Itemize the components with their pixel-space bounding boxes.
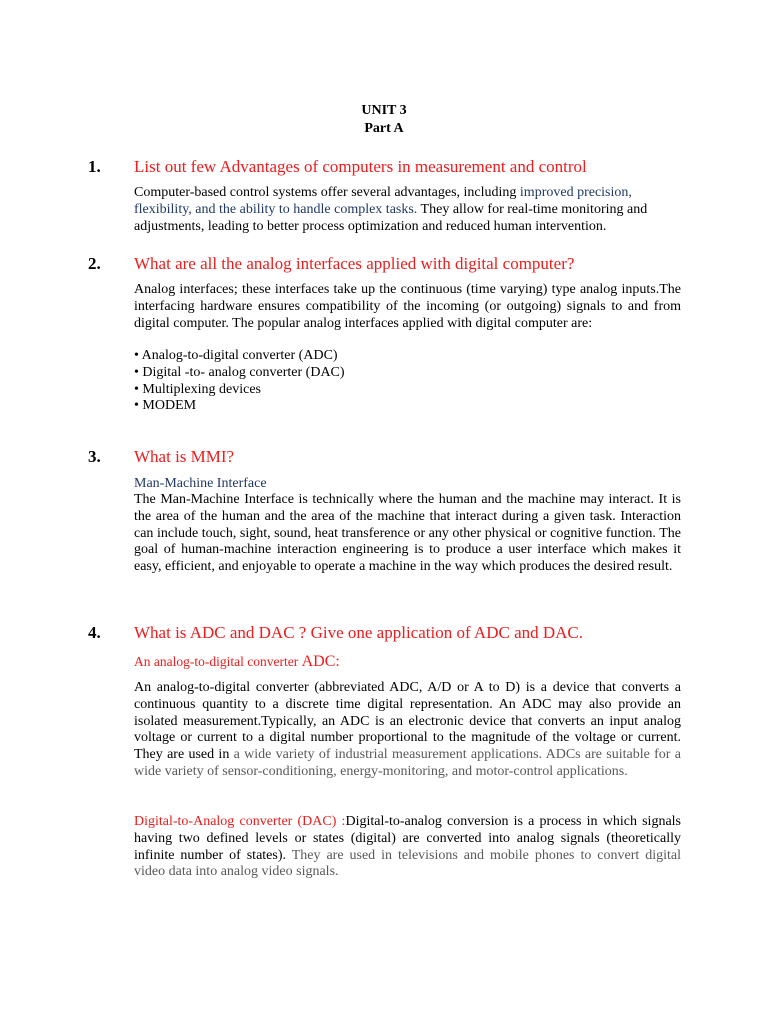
question-2-number: 2.: [88, 254, 101, 273]
list-item: • MODEM: [134, 398, 197, 414]
list-item: • Analog-to-digital converter (ADC): [134, 348, 338, 363]
dac-answer-application: They are used in televisions and mobile phones to convert digital video data into analog video signals.: [134, 847, 681, 880]
adc-answer-application: a wide variety of industrial measurement applications. ADCs are suitable for a wide variety of sensor-conditioning, energy-monitoring, and motor-control applications.: [134, 747, 681, 779]
question-4-text: What is ADC and DAC ? Give one application of ADC and DAC.: [134, 623, 584, 642]
adc-heading: [134, 653, 340, 671]
analog-interface-list: [134, 348, 681, 415]
answer-4-dac: [134, 814, 681, 881]
question-4-number: 4.: [88, 623, 101, 642]
answer-1-part-c: They allow for real-time monitoring and adjustments, leading to better process optimization and reduced human intervention.: [134, 201, 648, 234]
adc-heading-abbrev: ADC:: [301, 653, 340, 670]
answer-3: The Man-Machine Interface is technically where the human and the machine may interact. It is the area of the human and the area of the machine that interact during a given task. Interaction can include touch, sight, sound, heat transference or any other physical or cognitive function. The goal of human-machine interaction engineering is to produce a user interface which makes it easy, efficient, and enjoyable to operate a machine in the way which produces the desired result.: [134, 492, 681, 575]
question-1-number: 1.: [88, 157, 101, 176]
mmi-subheading: Man-Machine Interface: [134, 476, 267, 491]
question-1-text: List out few Advantages of computers in measurement and control: [134, 157, 587, 176]
question-3-number: 3.: [88, 447, 101, 466]
answer-4-adc: [134, 680, 681, 781]
question-2-text: What are all the analog interfaces applied with digital computer?: [134, 254, 575, 273]
answer-1-part-a: Computer-based control systems offer several advantages, including: [134, 185, 520, 200]
list-item: • Multiplexing devices: [134, 381, 261, 397]
dac-answer-main: Digital-to-analog conversion is a process in which signals having two defined levels or states (digital) are converted into analog signals (theoretically infinite number of states).: [134, 814, 681, 863]
answer-1-highlight: improved precision, flexibility, and the ability to handle complex tasks.: [134, 185, 632, 217]
dac-heading: Digital-to-Analog converter (DAC) :: [134, 814, 346, 829]
adc-answer-main: An analog-to-digital converter (abbreviated ADC, A/D or A to D) is a device that converts a continuous quantity to a discrete time digital representation. An ADC may also provide an isolated measurement.Typically, an ADC is an electronic device that converts an input analog voltage or current to a digital number proportional to the magnitude of the voltage or current. They are used in: [134, 680, 681, 763]
adc-heading-text: An analog-to-digital converter: [134, 654, 302, 669]
answer-2: Analog interfaces; these interfaces take up the continuous (time varying) type analog inputs.The interfacing hardware ensures compatibility of the incoming (or outgoing) signals to and from digital computer. The popular analog interfaces applied with digital computer are:: [134, 282, 681, 331]
unit-title: UNIT 3: [361, 103, 407, 118]
answer-1: [134, 185, 681, 235]
list-item: • Digital -to- analog converter (DAC): [134, 364, 345, 380]
question-3-text: What is MMI?: [134, 447, 235, 466]
part-title: Part A: [364, 121, 404, 136]
